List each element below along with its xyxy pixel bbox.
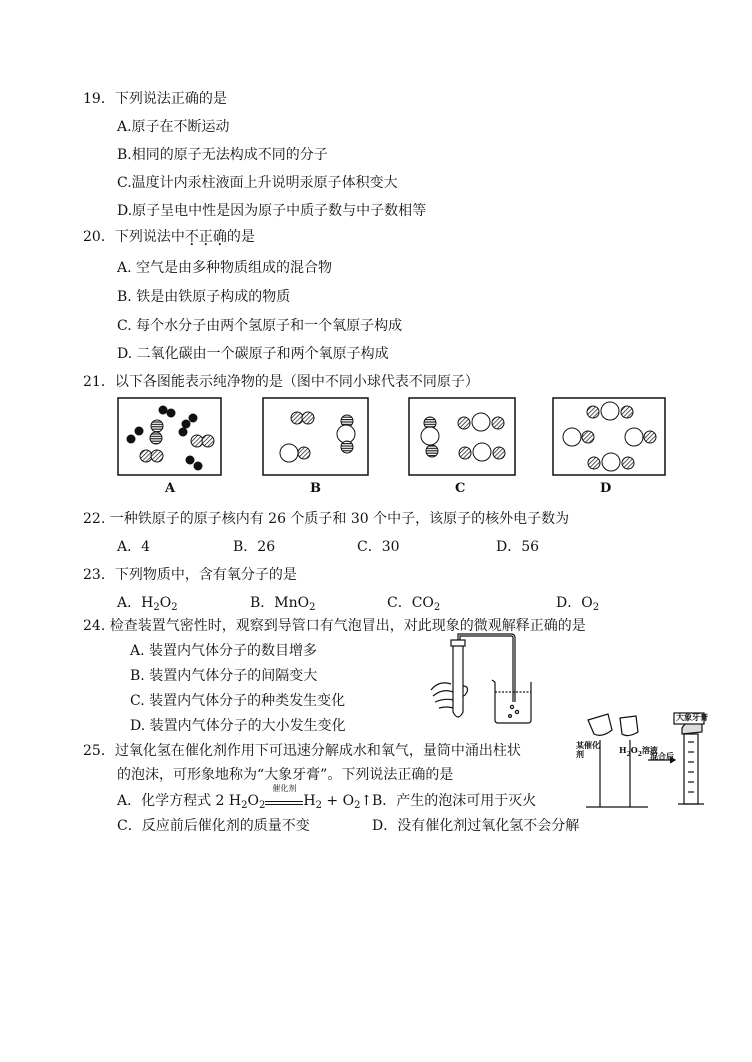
q23-stem: 23．下列物质中，含有氧分子的是 [83, 567, 297, 583]
q25-option-b: B．产生的泡沫可用于灭火 [372, 793, 537, 809]
q25-solution-label: $H_2O_2$溶液 [619, 745, 658, 758]
q19-option-a: A.原子在不断运动 [117, 119, 230, 135]
q25-option-c: C．反应前后催化剂的质量不变 [117, 818, 310, 834]
figure-label-c: C [455, 481, 466, 496]
q21-stem: 21．以下各图能表示纯净物的是（图中不同小球代表不同原子） [83, 374, 479, 390]
q22-option-d: D．56 [496, 539, 540, 555]
q25-elephant-toothpaste-figure [578, 712, 716, 812]
q20-option-c: C. 每个水分子由两个氢原子和一个氧原子构成 [117, 318, 403, 334]
q24-apparatus-figure [425, 632, 545, 727]
q23-option-c: C．$CO_2$ [387, 595, 441, 613]
q23-option-d: D．$O_2$ [556, 595, 600, 613]
q20-option-b: B. 铁是由铁原子构成的物质 [117, 289, 291, 305]
q19-option-b: B.相同的原子无法构成不同的分子 [117, 147, 328, 163]
q20-stem: 20．下列说法中不正确的是 [83, 229, 255, 245]
q22-option-b: B．26 [233, 539, 276, 555]
q22-option-a: A．4 [117, 539, 151, 555]
q22-option-c: C．30 [357, 539, 400, 555]
q25-option-d: D．没有催化剂过氧化氢不会分解 [372, 818, 580, 834]
q20-option-d: D. 二氧化碳由一个碳原子和两个氧原子构成 [117, 346, 389, 362]
q25-stem-line1: 25．过氧化氢在催化剂作用下可迅速分解成水和氧气，量筒中涌出柱状 [83, 743, 521, 759]
figure-label-a: A [165, 481, 176, 496]
q21-molecule-figures [0, 395, 752, 485]
q23-option-b: B．MnO$_2$ [250, 595, 316, 613]
q25-mixed-label: 混合后 [650, 751, 674, 761]
q25-catalyst-label: 某催化剂 [576, 740, 600, 759]
figure-label-d: D [600, 481, 612, 496]
q25-option-a: A．化学方程式 2 $H_2O_2$ 催化剂 $H_2$ + $O_2↑$ [117, 784, 373, 811]
q19-option-d: D.原子呈电中性是因为原子中质子数与中子数相等 [117, 203, 427, 219]
q23-option-a: A．$H_2O_2$ [117, 595, 178, 613]
q24-stem: 24. 检查装置气密性时，观察到导管口有气泡冒出，对此现象的微观解释正确的是 [83, 618, 586, 634]
q24-option-a: A. 装置内气体分子的数目增多 [130, 643, 318, 659]
catalyst-condition: 催化剂 [272, 784, 297, 793]
q20-option-a: A. 空气是由多种物质组成的混合物 [117, 260, 333, 276]
q24-option-d: D. 装置内气体分子的大小发生变化 [130, 718, 346, 734]
q19-stem: 19．下列说法正确的是 [83, 91, 227, 107]
q19-option-c: C.温度计内汞柱液面上升说明汞原子体积变大 [117, 175, 398, 191]
q24-option-b: B. 装置内气体分子的间隔变大 [130, 668, 318, 684]
q24-option-c: C. 装置内气体分子的种类发生变化 [130, 693, 346, 709]
q22-stem: 22. 一种铁原子的原子核内有 26 个质子和 30 个中子，该原子的核外电子数为 [83, 511, 570, 527]
q25-toothpaste-label: 大象牙膏 [676, 712, 708, 722]
figure-label-b: B [310, 481, 321, 496]
q25-stem-line2: 的泡沫，可形象地称为“大象牙膏”。下列说法正确的是 [117, 767, 454, 783]
